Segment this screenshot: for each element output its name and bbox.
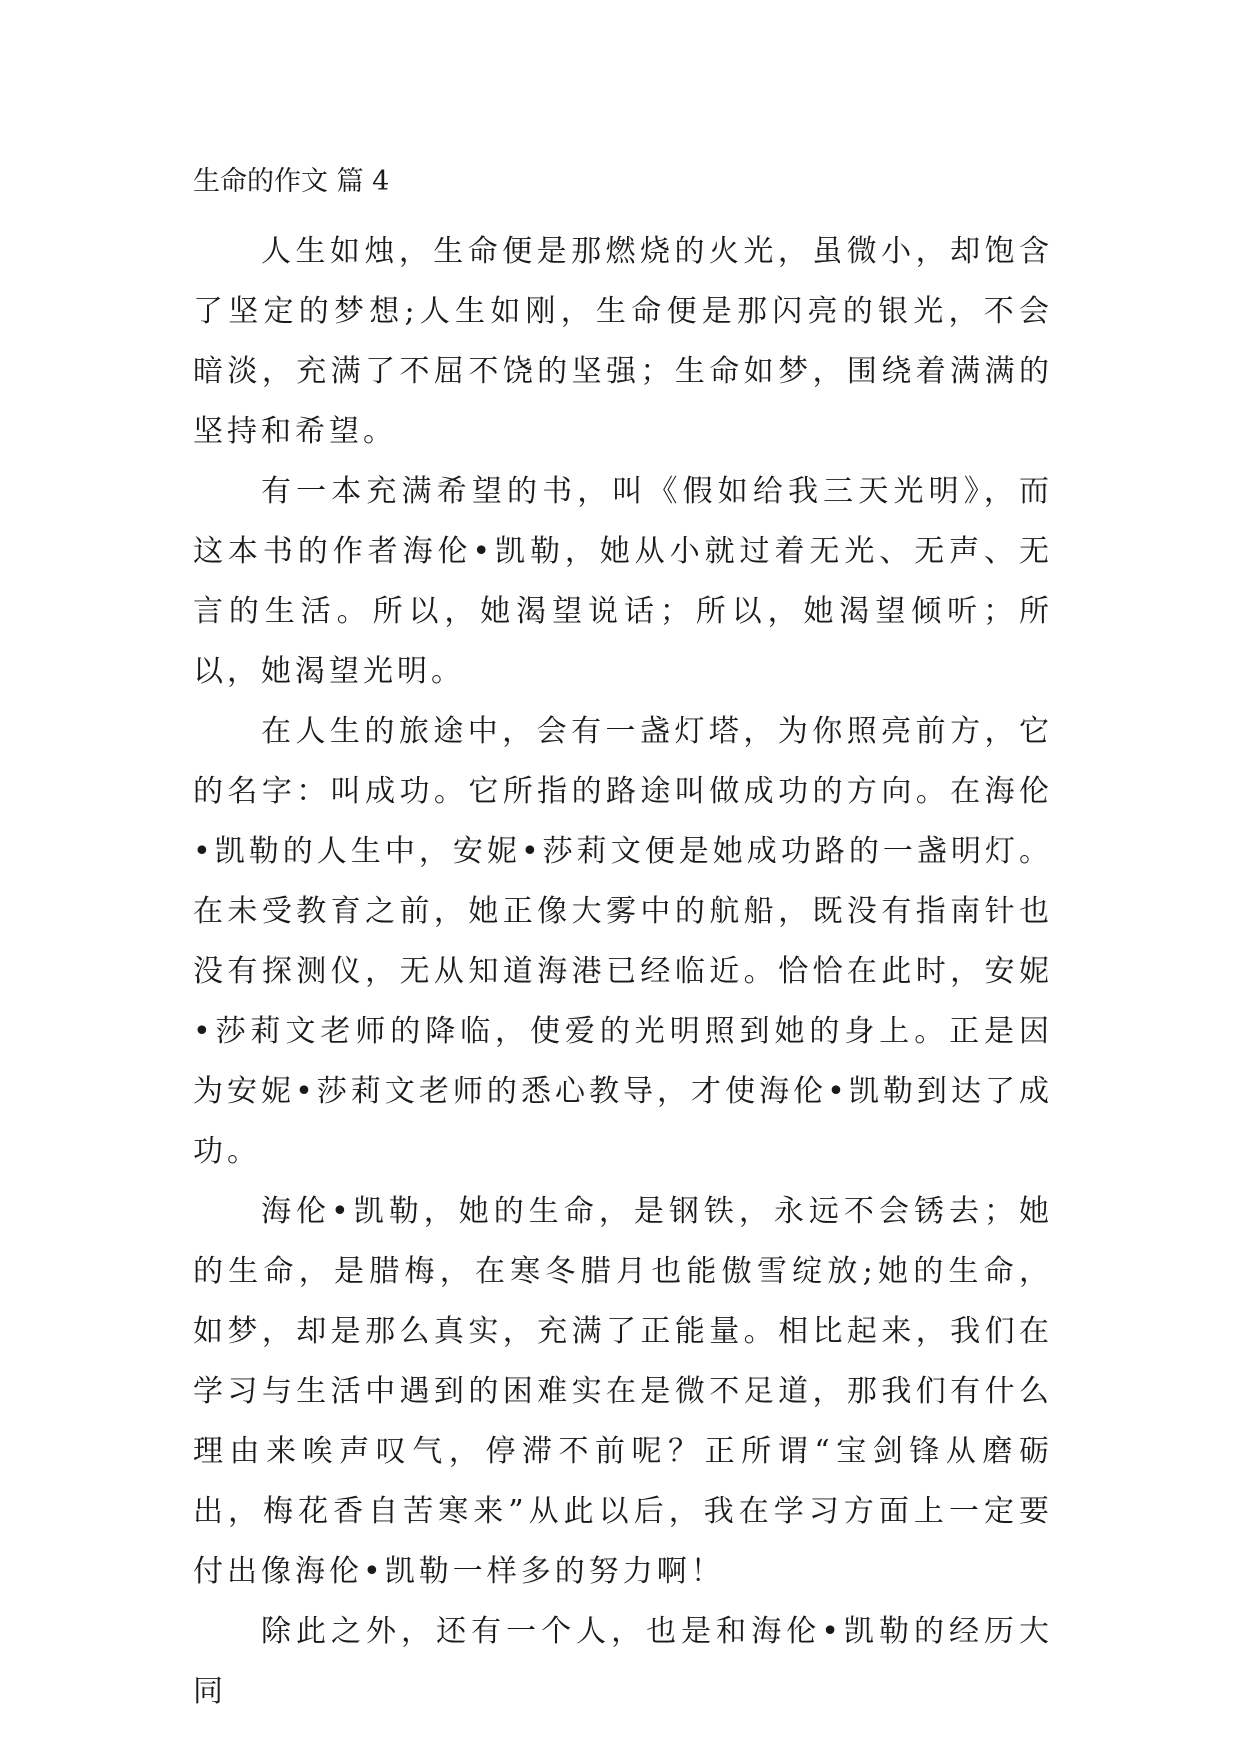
paragraph-1: 人生如烛，生命便是那燃烧的火光，虽微小，却饱含了坚定的梦想;人生如刚，生命便是那闪亮的银光，不会暗淡，充满了不屈不饶的坚强；生命如梦，围绕着满满的坚持和希望。: [193, 234, 1053, 449]
document-title: 生命的作文 篇 4: [193, 166, 390, 197]
paragraph-2: 有一本充满希望的书，叫《假如给我三天光明》，而这本书的作者海伦•凯勒，她从小就过着无光、无声、无言的生活。所以，她渴望说话；所以，她渴望倾听；所以，她渴望光明。: [193, 474, 1053, 689]
paragraph-4: 海伦•凯勒，她的生命，是钢铁，永远不会锈去；她的生命，是腊梅，在寒冬腊月也能傲雪绽放;她的生命，如梦，却是那么真实，充满了正能量。相比起来，我们在学习与生活中遇到的困难实在是微不足道，那我们有什么理由来唉声叹气，停滞不前呢？正所谓“宝剑锋从磨砺出，梅花香自苦寒来”从此以后，我在学习方面上一定要付出像海伦•凯勒一样多的努力啊！: [193, 1194, 1053, 1589]
paragraph-5: 除此之外，还有一个人，也是和海伦•凯勒的经历大同: [193, 1614, 1053, 1709]
paragraph-3: 在人生的旅途中，会有一盏灯塔，为你照亮前方，它的名字：叫成功。它所指的路途叫做成功的方向。在海伦•凯勒的人生中，安妮•莎莉文便是她成功路的一盏明灯。在未受教育之前，她正像大雾中的航船，既没有指南针也没有探测仪，无从知道海港已经临近。恰恰在此时，安妮•莎莉文老师的降临，使爱的光明照到她的身上。正是因为安妮•莎莉文老师的悉心教导，才使海伦•凯勒到达了成功。: [193, 714, 1053, 1169]
document-page: [193, 162, 1053, 1722]
